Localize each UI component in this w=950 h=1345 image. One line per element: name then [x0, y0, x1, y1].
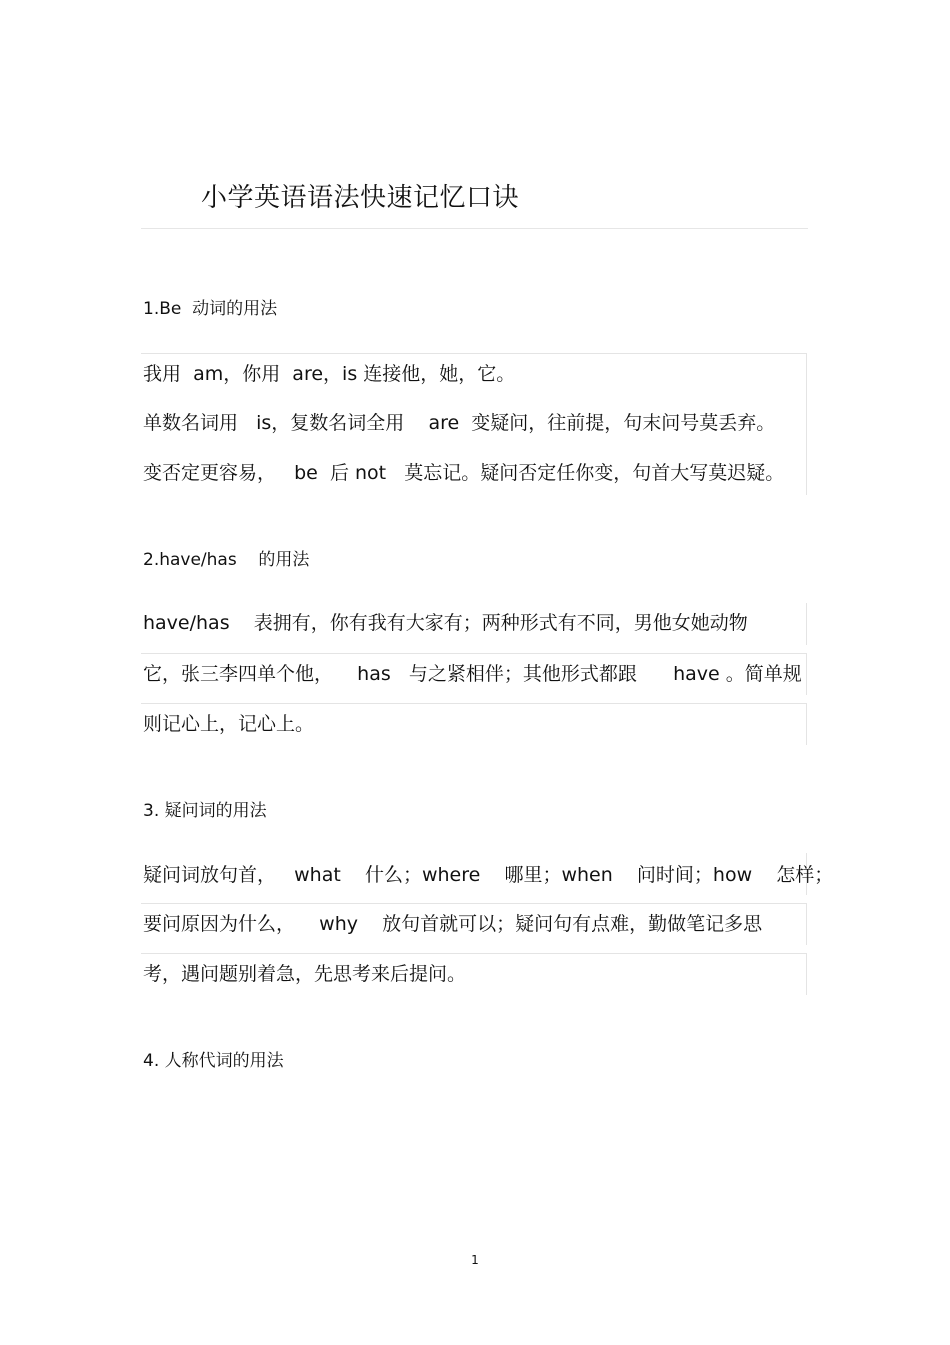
section-heading-question-words: 3. 疑问词的用法: [143, 801, 267, 821]
section-body-have-has-row: [141, 703, 807, 745]
section-body-question-words-row: [141, 953, 807, 995]
page-title: 小学英语语法快速记忆口诀: [201, 183, 520, 213]
section-heading-be-verb: 1.Be 动词的用法: [143, 299, 278, 319]
section-body-have-has-row: [141, 653, 807, 695]
body-line: 变否定更容易， be 后 not 莫忘记。疑问否定任你变，句首大写莫迟疑。: [143, 462, 785, 484]
section-body-question-words-row: [141, 903, 807, 945]
section-body-be-verb: [141, 353, 807, 495]
section-body-have-has-row: [141, 603, 807, 645]
section-heading-have-has: 2.have/has 的用法: [143, 550, 310, 570]
body-line: 它，张三李四单个他， has 与之紧相伴；其他形式都跟 have 。简单规: [143, 663, 802, 685]
section-body-question-words-row: [141, 853, 834, 895]
body-line: have/has 表拥有，你有我有大家有；两种形式有不同，男他女她动物: [143, 612, 748, 634]
body-line: 单数名词用 is，复数名词全用 are 变疑问，往前提，句末问号莫丢弃。: [143, 412, 776, 434]
body-line: 要问原因为什么， why 放句首就可以；疑问句有点难，勤做笔记多思: [143, 913, 763, 935]
body-line: 考，遇问题别着急，先思考来后提问。: [143, 963, 467, 985]
page-number: 1: [471, 1253, 479, 1267]
body-line: 则记心上，记心上。: [143, 713, 315, 735]
body-line: 疑问词放句首， what 什么；where 哪里；when 问时间；how 怎样；: [143, 864, 834, 886]
section-heading-personal-pronouns: 4. 人称代词的用法: [143, 1051, 284, 1071]
title-divider: [141, 228, 808, 229]
body-line: 我用 am，你用 are，is 连接他，她，它。: [143, 363, 516, 385]
